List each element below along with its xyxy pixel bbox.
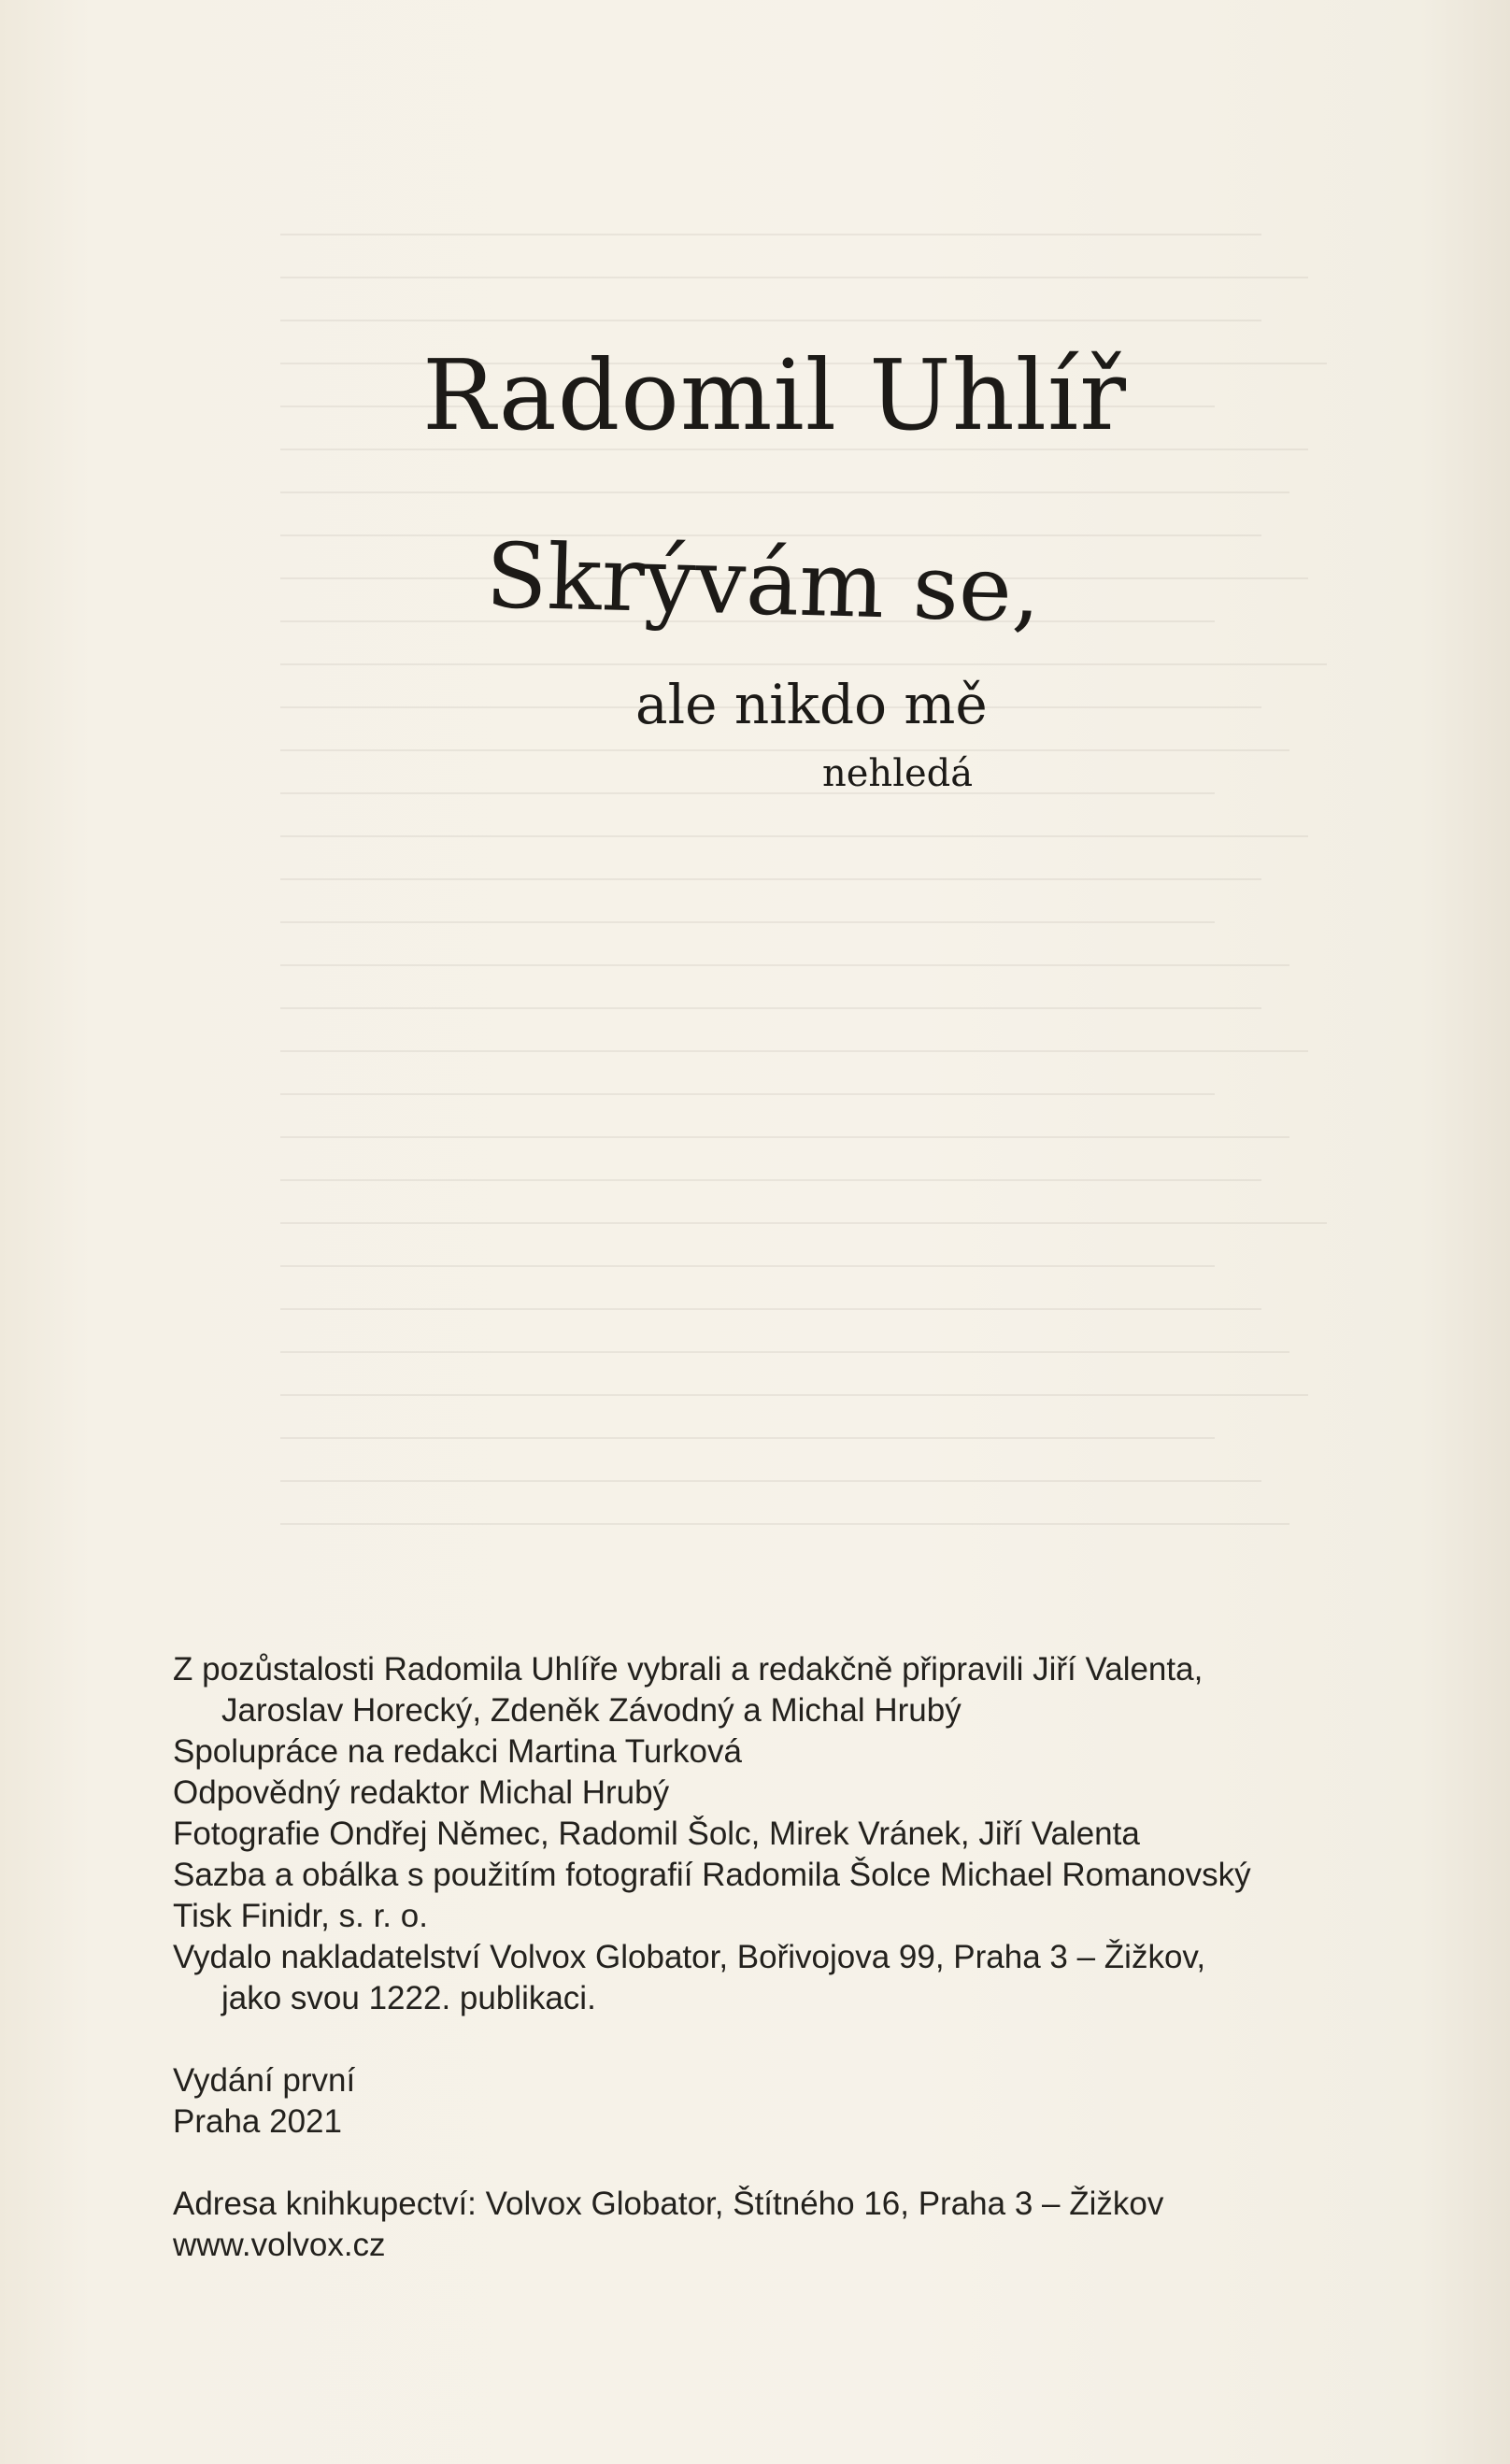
imprint-website: www.volvox.cz (173, 2227, 386, 2263)
imprint-publication-number: jako svou 1222. publikaci. (221, 1980, 596, 2016)
imprint-editors-line: Z pozůstalosti Radomila Uhlíře vybrali a redakčně připravili Jiří Valenta, (173, 1651, 1204, 1688)
imprint-editors-line-cont: Jaroslav Horecký, Zdeněk Závodný a Michal Hrubý (221, 1692, 962, 1729)
imprint-photos: Fotografie Ondřej Němec, Radomil Šolc, Mirek Vránek, Jiří Valenta (173, 1816, 1140, 1852)
imprint-responsible-editor: Odpovědný redaktor Michal Hrubý (173, 1774, 670, 1811)
imprint-cooperation: Spolupráce na redakci Martina Turková (173, 1733, 742, 1770)
book-title-line-1: Skrývám se, (484, 523, 1042, 643)
imprint-place-year: Praha 2021 (173, 2103, 342, 2140)
book-title-line-3: nehledá (822, 752, 974, 795)
imprint-block (173, 1649, 1425, 2266)
imprint-publisher: Vydalo nakladatelství Volvox Globator, Bořivojova 99, Praha 3 – Žižkov, (173, 1939, 1206, 1975)
imprint-printer: Tisk Finidr, s. r. o. (173, 1898, 428, 1934)
imprint-edition: Vydání první (173, 2062, 356, 2099)
imprint-typesetting: Sazba a obálka s použitím fotografií Radomila Šolce Michael Romanovský (173, 1857, 1251, 1893)
imprint-bookshop-address: Adresa knihkupectví: Volvox Globator, Štítného 16, Praha 3 – Žižkov (173, 2186, 1164, 2222)
book-title-line-2: ale nikdo mě (635, 673, 988, 736)
author-name: Radomil Uhlíř (422, 338, 1127, 452)
